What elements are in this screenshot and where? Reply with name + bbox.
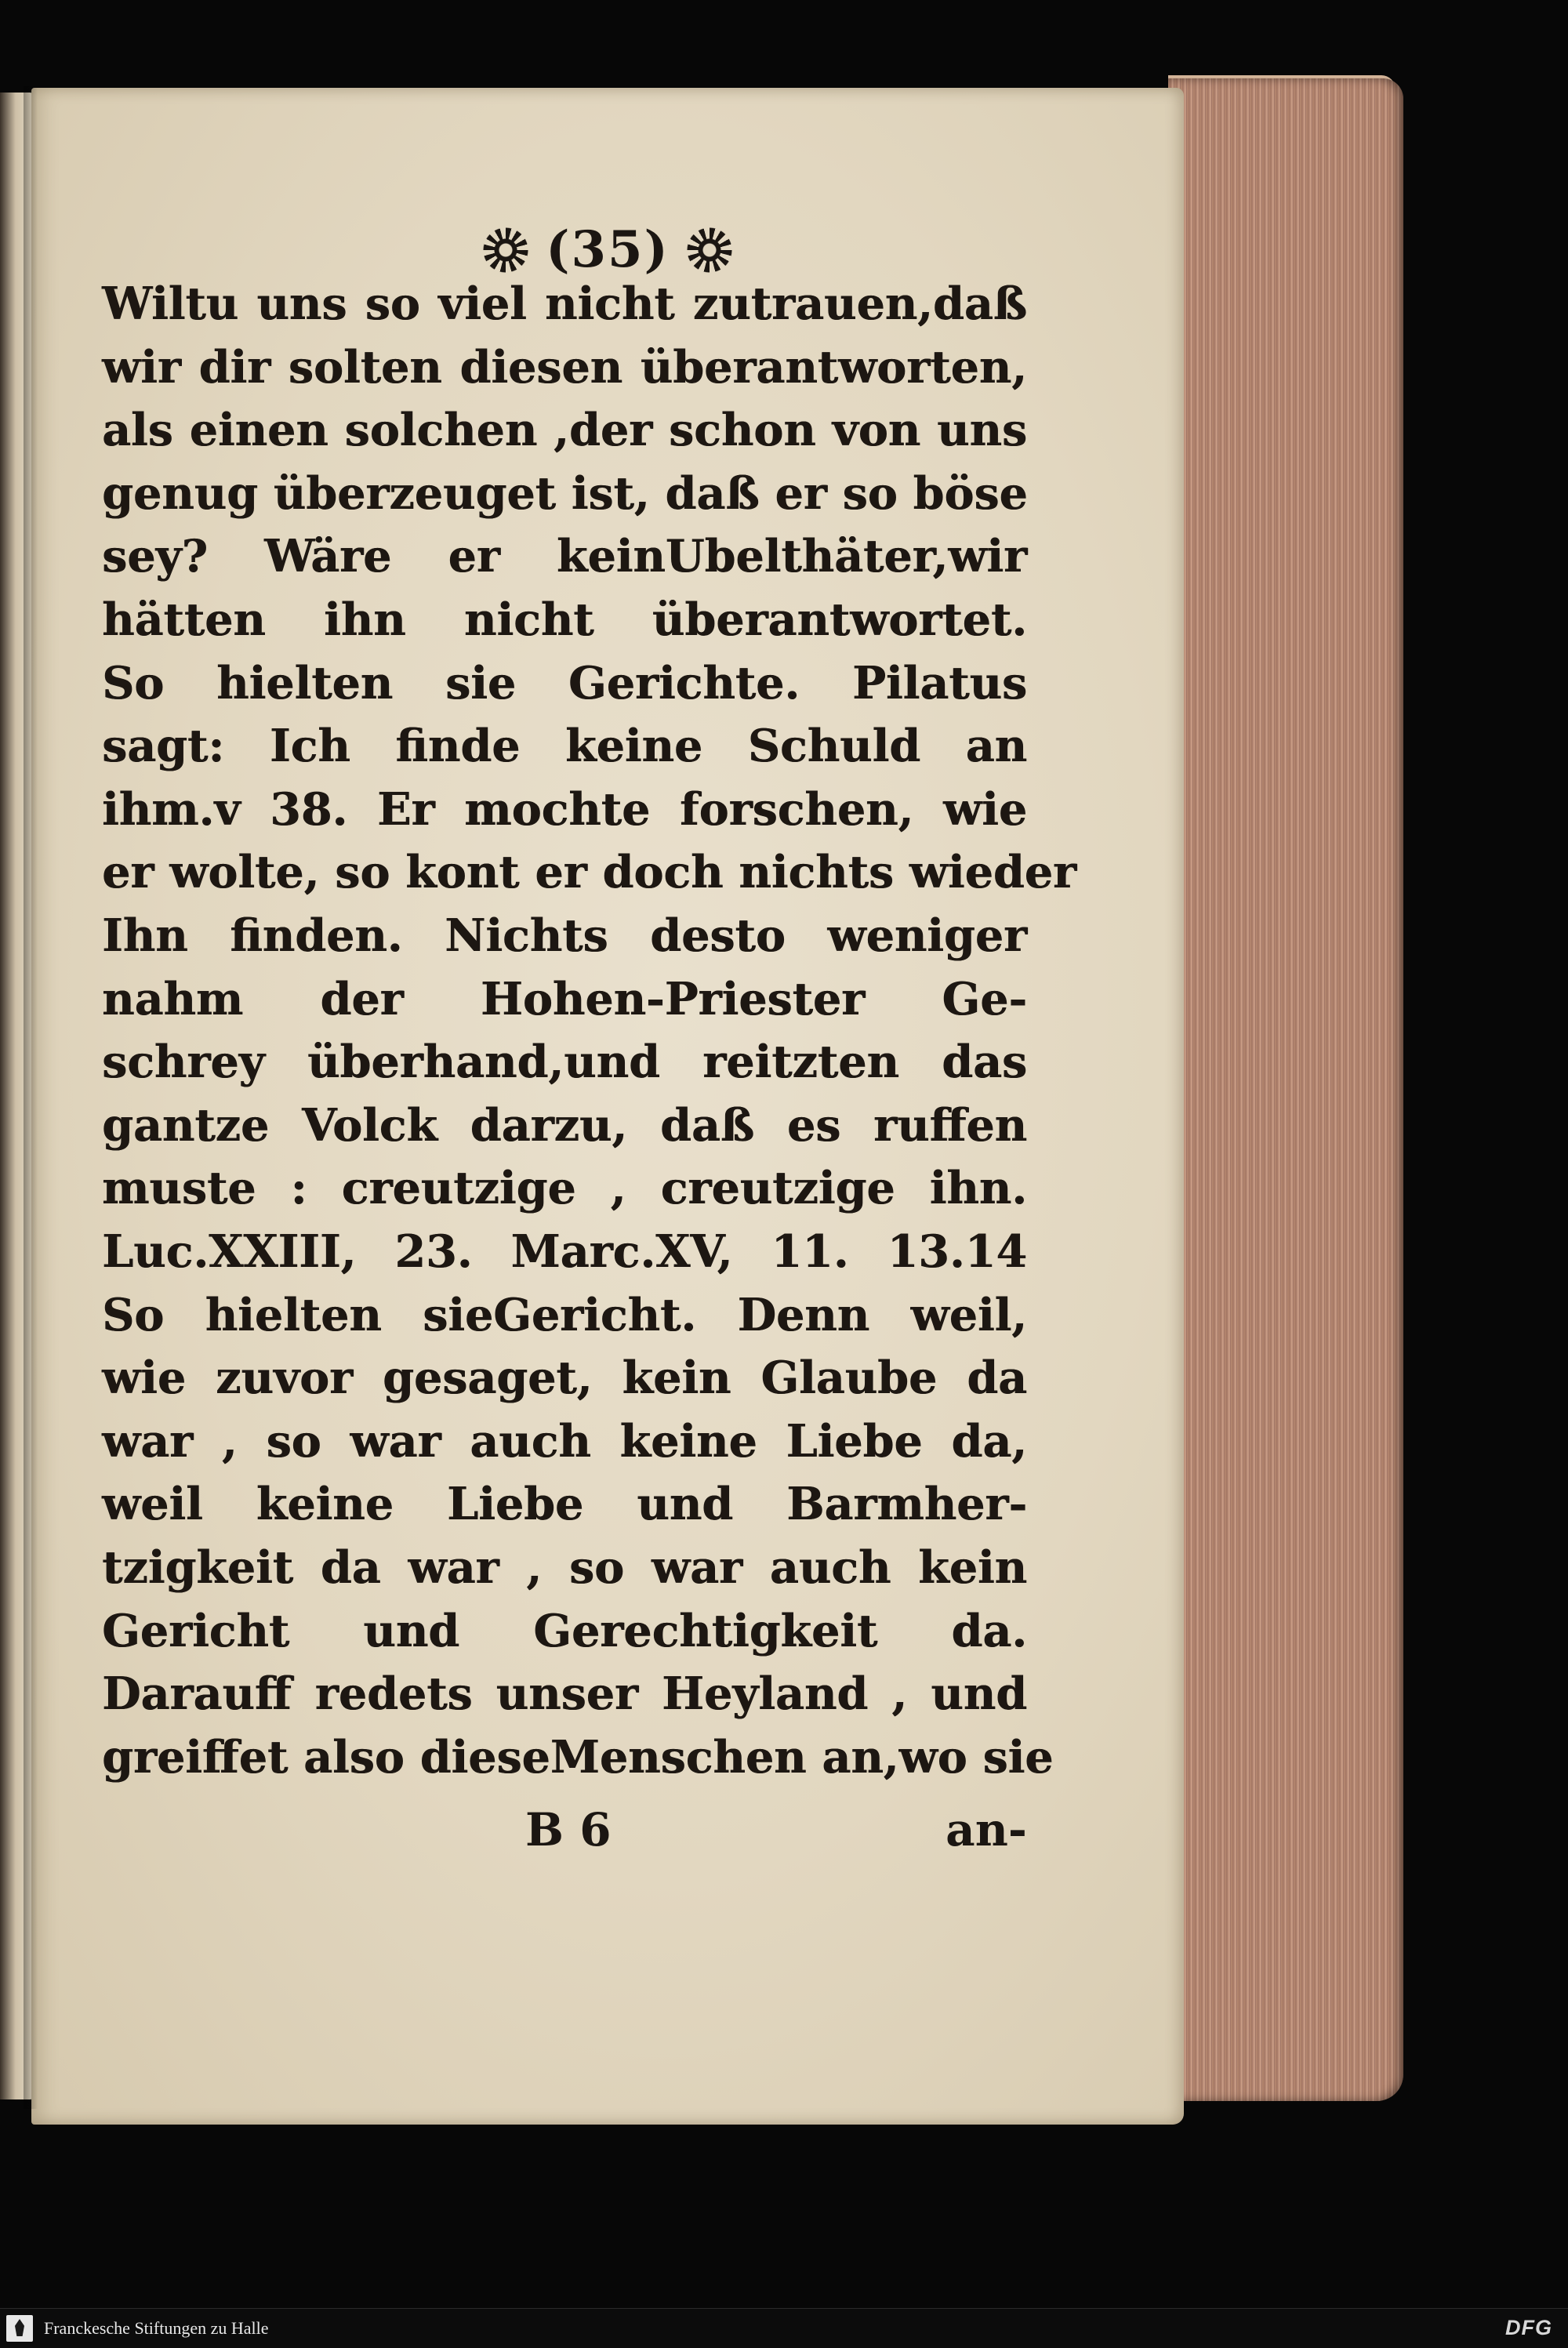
text-line: er wolte, so kont er doch nichts wieder [102, 846, 1076, 899]
flower-ornament-icon [483, 227, 528, 273]
text-line: Gericht und Gerechtigkeit da. [102, 1604, 1027, 1657]
text-line: Darauff redets unser Heyland , und [102, 1668, 1027, 1721]
flower-ornament-icon [687, 227, 732, 273]
text-line: wie zuvor gesaget, kein Glaube da [102, 1352, 1027, 1405]
text-line: genug überzeuget ist, daß er so böse [102, 466, 1028, 520]
page-block-edges [1168, 78, 1403, 2101]
text-line: So hielten sie Gerichte. Pilatus [102, 656, 1027, 709]
page-header [31, 216, 1184, 279]
text-line: muste : creutzige , creutzige ihn. [102, 1162, 1027, 1215]
signature-mark: B 6 [525, 1803, 612, 1856]
text-line: sey? Wäre er keinUbelthäter,wir [102, 530, 1027, 583]
text-line: tzigkeit da war , so war auch kein [102, 1541, 1027, 1594]
book-page [31, 88, 1184, 2125]
text-line: Luc.XXIII, 23. Marc.XV, 11. 13.14 [102, 1225, 1027, 1278]
text-line: greiffet also dieseMenschen an,wo sie [102, 1730, 1054, 1784]
text-line: nahm der Hohen-Priester Ge- [102, 972, 1027, 1025]
page-footer [102, 1803, 1027, 1858]
institution-logo-icon [6, 2315, 33, 2342]
text-line: sagt: Ich finde keine Schuld an [102, 720, 1027, 773]
institution-name: Franckesche Stiftungen zu Halle [44, 2318, 269, 2338]
text-line: Ihn finden. Nichts desto weniger [102, 909, 1027, 962]
text-line: weil keine Liebe und Barmher- [102, 1478, 1027, 1531]
text-line: war , so war auch keine Liebe da, [102, 1414, 1027, 1468]
text-line: ihm.v 38. Er mochte forschen, wie [102, 782, 1027, 836]
text-line: hätten ihn nicht überantwortet. [102, 593, 1027, 646]
gutter-shadow [24, 86, 38, 2109]
funder-logo: DFG [1505, 2316, 1552, 2339]
page-number: (35) [546, 220, 670, 279]
catchword: an- [946, 1803, 1027, 1856]
text-line: als einen solchen ,der schon von uns [102, 404, 1027, 457]
text-line: schrey überhand,und reitzten das [102, 1036, 1027, 1089]
text-line: So hielten sieGericht. Denn weil, [102, 1288, 1027, 1341]
text-line: wir dir solten diesen überantworten, [102, 340, 1027, 394]
text-line: gantze Volck darzu, daß es ruffen [102, 1098, 1027, 1152]
credit-bar [0, 2308, 1568, 2348]
text-line: Wiltu uns so viel nicht zutrauen,daß [102, 278, 1027, 330]
